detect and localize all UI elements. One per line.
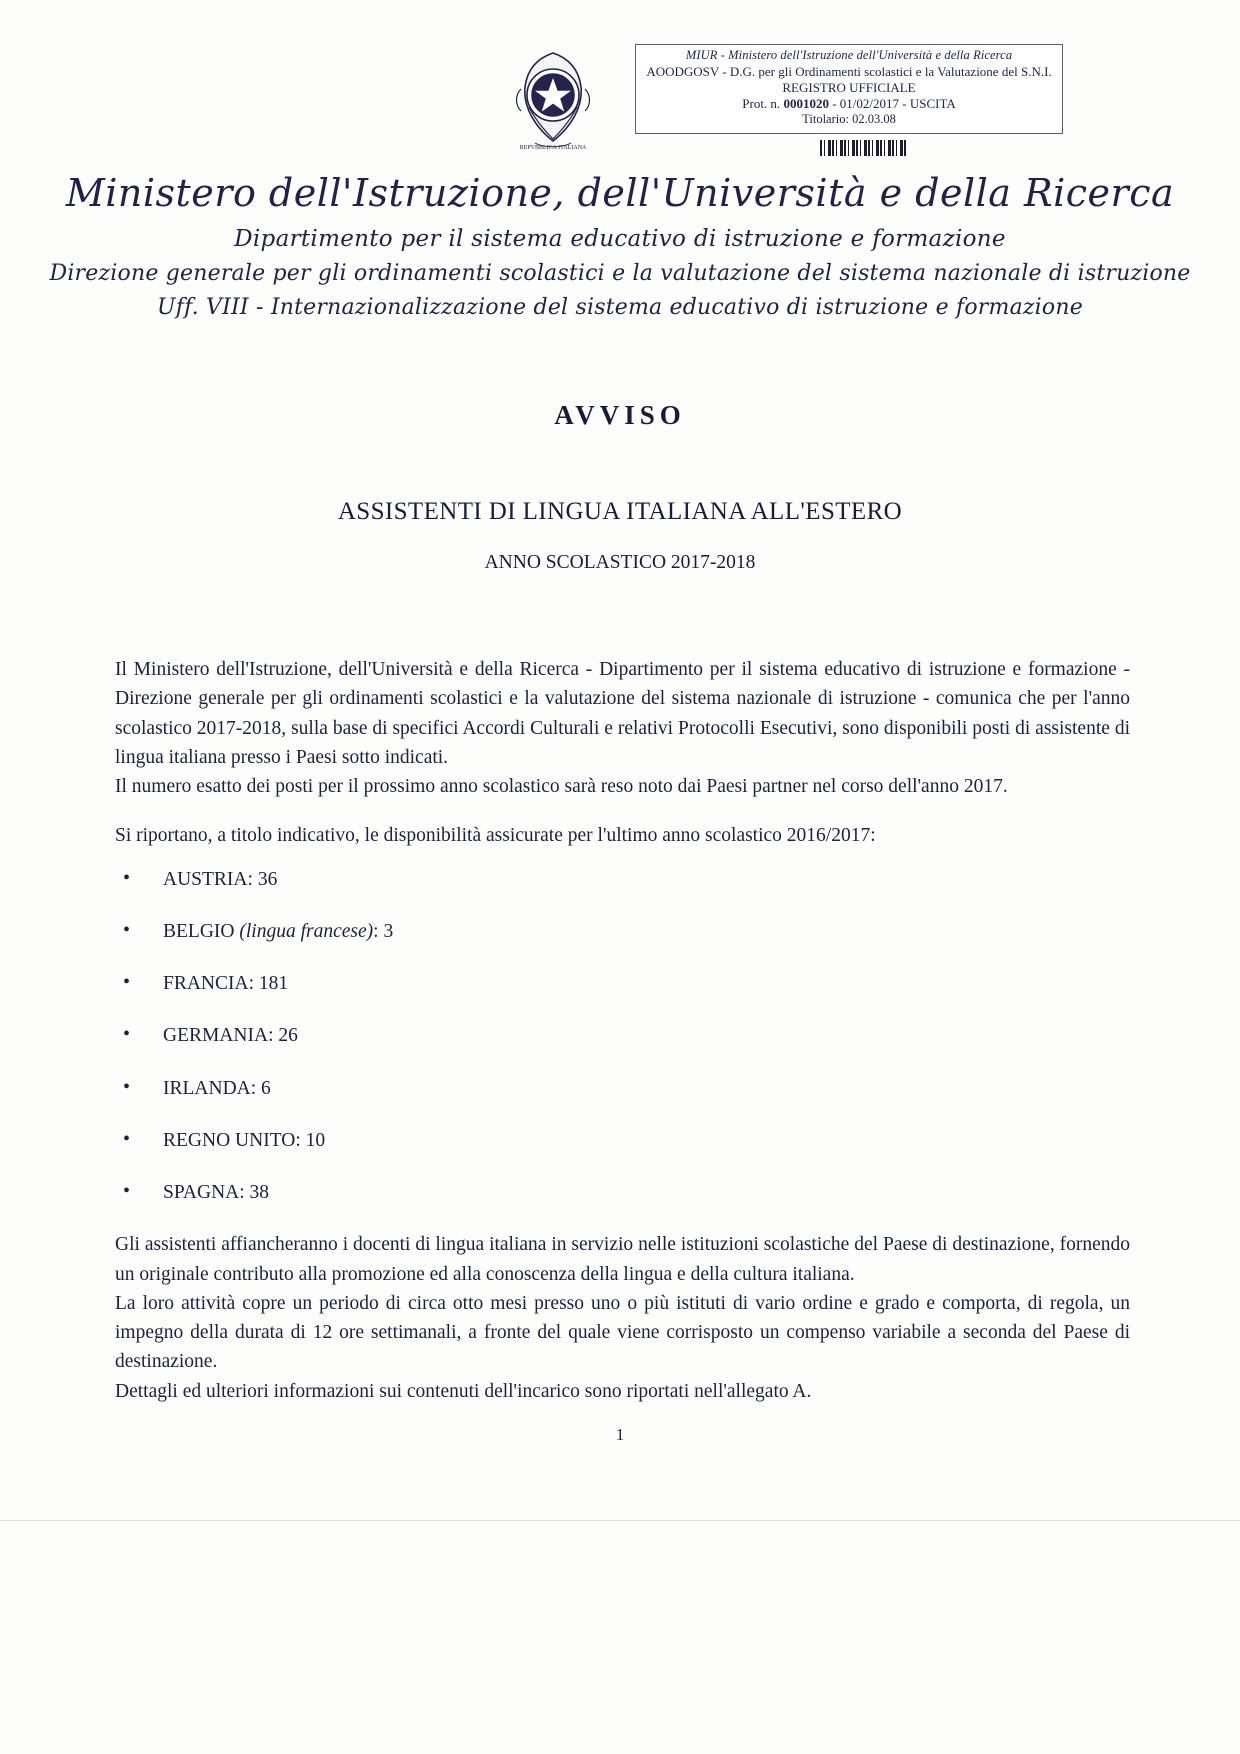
country-value: 26 — [278, 1025, 298, 1047]
country-value: 181 — [258, 973, 289, 994]
country-note: (lingua francese) — [239, 920, 374, 942]
country-name: REGNO UNITO — [163, 1129, 296, 1151]
document-type-title: AVVISO — [554, 400, 686, 430]
barcode-icon — [820, 140, 906, 156]
stamp-line-ministry: MIUR - Ministero dell'Istruzione dell'Università e della Ricerca — [685, 48, 1013, 62]
paragraph-activity-details: La loro attività copre un periodo di circa otto mesi presso uno o più istituti di vario ordine e grado e comporta, di regola, un impegno della durata di 12 ore settimanali, a fronte del quale viene corrisposto un compenso variabile a seconda del Paese di destinazione. — [115, 1292, 1130, 1373]
stamp-line-titolario: Titolario: 02.03.08 — [802, 112, 896, 127]
stamp-line-protocol — [640, 96, 1058, 112]
country-value: 10 — [305, 1129, 326, 1151]
stamp-prot-suffix: - 01/02/2017 - USCITA — [828, 96, 956, 112]
list-item: • GERMANIA: 26 — [115, 1021, 1130, 1050]
country-name: GERMANIA — [163, 1025, 269, 1047]
country-name: IRLANDA — [163, 1077, 251, 1099]
document-body — [115, 655, 1130, 1406]
letterhead — [0, 172, 1240, 320]
country-name: SPAGNA — [163, 1182, 240, 1203]
stamp-prot-prefix: Prot. n. — [742, 96, 784, 112]
letterhead-direction: Direzione generale per gli ordinamenti scolastici e la valutazione del sistema nazionale di istruzione — [49, 260, 1191, 286]
country-name: BELGIO — [163, 920, 235, 942]
list-item: • REGNO UNITO: 10 — [115, 1126, 1130, 1155]
letterhead-office: Uff. VIII - Internazionalizzazione del sistema educativo di istruzione e formazione — [157, 294, 1083, 320]
list-item: • AUSTRIA: 36 — [115, 865, 1130, 894]
paragraph-assistants-role: Gli assistenti affiancheranno i docenti di lingua italiana in servizio nelle istituzioni scolastiche del Paese di destinazione, fornendo un originale contributo alla promozione ed alla conoscenza della lingua e della cultura italiana. — [115, 1234, 1130, 1285]
country-value: 3 — [383, 920, 394, 942]
document-school-year: ANNO SCOLASTICO 2017-2018 — [484, 552, 756, 573]
stamp-line-register: REGISTRO UFFICIALE — [782, 79, 916, 95]
country-value: 38 — [249, 1182, 270, 1203]
list-item: • IRLANDA: 6 — [115, 1074, 1130, 1103]
country-name: AUSTRIA — [163, 868, 248, 890]
country-value: 36 — [257, 868, 278, 890]
letterhead-ministry: Ministero dell'Istruzione, dell'Università e della Ricerca — [65, 171, 1175, 215]
list-item: • FRANCIA: 181 — [115, 969, 1130, 998]
document-subject: ASSISTENTI DI LINGUA ITALIANA ALL'ESTERO — [337, 498, 903, 525]
country-name: FRANCIA — [163, 973, 249, 994]
page-number: 1 — [615, 1425, 625, 1444]
paragraph-availability-lead: Si riportano, a titolo indicativo, le disponibilità assicurate per l'ultimo anno scolastico 2016/2017: — [115, 825, 876, 847]
italian-republic-emblem-icon — [505, 45, 601, 157]
paragraph-attachment-note: Dettagli ed ulteriori informazioni sui contenuti dell'incarico sono riportati nell'allegato A. — [115, 1380, 812, 1402]
stamp-line-office: AOODGOSV - D.G. per gli Ordinamenti scolastici e la Valutazione del S.N.I. — [646, 63, 1052, 79]
paragraph-places-note: Il numero esatto dei posti per il prossimo anno scolastico sarà reso noto dai Paesi partner nel corso dell'anno 2017. — [115, 776, 1008, 797]
country-list — [115, 865, 1130, 1208]
page-bottom-divider — [0, 1520, 1240, 1521]
protocol-stamp — [635, 44, 1063, 134]
svg-text:REPVBBLICA ITALIANA: REPVBBLICA ITALIANA — [519, 145, 587, 151]
list-item: • SPAGNA: 38 — [115, 1178, 1130, 1207]
stamp-prot-number: 0001020 — [783, 96, 829, 112]
country-value: 6 — [261, 1077, 271, 1099]
letterhead-department: Dipartimento per il sistema educativo di istruzione e formazione — [234, 225, 1006, 252]
paragraph-intro: Il Ministero dell'Istruzione, dell'Università e della Ricerca - Dipartimento per il sistema educativo di istruzione e formazione - Direzione generale per gli ordinamenti scolastici e la valutazione del sistema nazionale di istruzione - comunica che per l'anno scolastico 2017-2018, sulla base di specifici Accordi Culturali e relativi Protocolli Esecutivi, sono disponibili posti di assistente di lingua italiana presso i Paesi sotto indicati. — [115, 659, 1130, 768]
list-item: • BELGIO (lingua francese): 3 — [115, 917, 1130, 946]
